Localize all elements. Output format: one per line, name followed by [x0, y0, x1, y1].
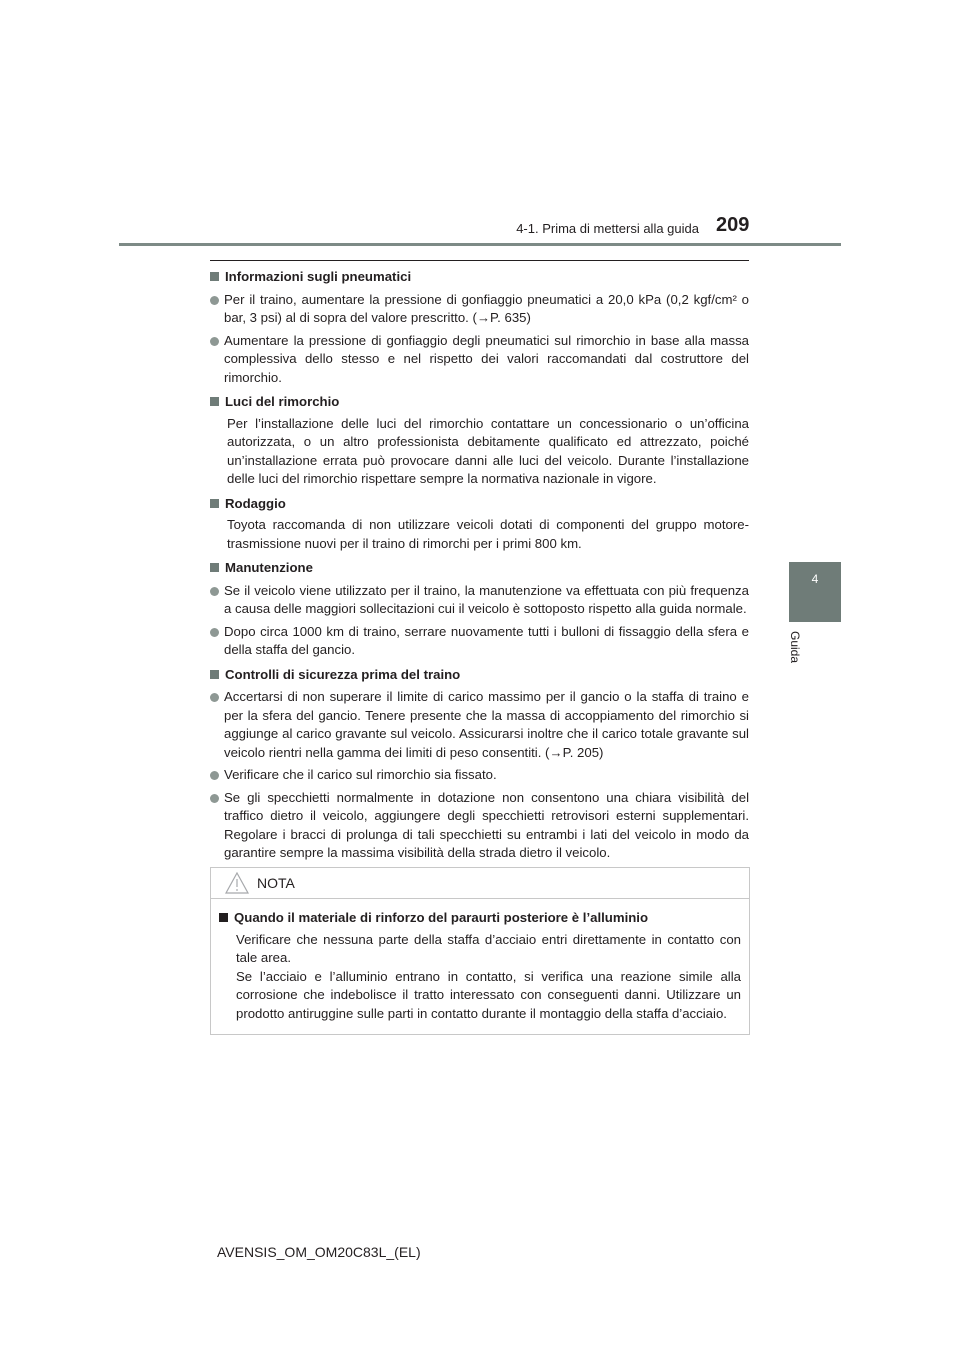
notice-title: NOTA — [257, 875, 295, 891]
round-bullet-icon — [210, 771, 219, 780]
notice-paragraph: Verificare che nessuna parte della staffa d’acciaio entri direttamente in contatto con tale area. — [236, 931, 741, 965]
list-item-text: Dopo circa 1000 km di traino, serrare nuovamente tutti i bulloni di fissaggio della sfera e della staffa del gancio. — [224, 623, 749, 657]
page-number: 209 — [716, 214, 750, 236]
list-item — [210, 623, 749, 660]
section-heading-text: Manutenzione — [225, 560, 313, 575]
notice-heading-text: Quando il materiale di rinforzo del paraurti posteriore è l’alluminio — [234, 910, 649, 925]
section-heading-text: Luci del rimorchio — [225, 394, 340, 409]
list-item — [210, 332, 749, 388]
section-heading — [210, 393, 749, 412]
notice-box — [210, 867, 750, 1035]
content-top-rule — [210, 260, 749, 261]
list-item-text: Se gli specchietti normalmente in dotazione non consentono una chiara visibilità del traffico dietro il veicolo, aggiungere degli specchietti retrovisori esterni supplementari. Regolare i bracci di prolunga di tali specchietti su entrambi i lati del veicolo in modo da garantire sempre la massima visibilità della strada dietro il veicolo. — [224, 789, 749, 860]
section-heading — [210, 559, 749, 578]
list-item — [210, 789, 749, 863]
chapter-tab — [789, 562, 841, 622]
section-heading — [210, 268, 749, 287]
round-bullet-icon — [210, 587, 219, 596]
section-heading-text: Controlli di sicurezza prima del traino — [225, 666, 461, 682]
list-item — [210, 766, 749, 785]
square-bullet-icon — [210, 563, 219, 572]
header-section-title: 4-1. Prima di mettersi alla guida — [516, 221, 699, 236]
square-bullet-icon — [210, 397, 219, 406]
section-paragraph: Toyota raccomanda di non utilizzare veicoli dotati di componenti del gruppo motore-trasmissione nuovi per il traino di rimorchi per i primi 800 km. — [227, 517, 749, 551]
section-heading-text: Informazioni sugli pneumatici — [225, 269, 412, 284]
round-bullet-icon — [210, 794, 219, 803]
section-heading — [210, 495, 749, 514]
notice-heading — [219, 909, 741, 928]
chapter-tab-number: 4 — [811, 572, 819, 586]
list-item-text: Per il traino, aumentare la pressione di gonfiaggio pneumatici a 20,0 kPa (0,2 kgf/cm² o bar, 3 psi) al di sopra del valore prescritto. (→P. 635) — [224, 291, 749, 325]
list-item-text: Accertarsi di non superare il limite di carico massimo per il gancio o la staffa di traino e per la sfera del gancio. Tenere presente che la massa di accoppiamento del rimorchio si aggiunge al carico gravante sul veicolo. Assicurarsi inoltre che il carico totale gravante sul veicolo rientri nella gamma dei limiti di peso consentiti. (→P. 205) — [224, 689, 749, 760]
list-item — [210, 582, 749, 619]
main-content — [210, 268, 749, 863]
document-code: AVENSIS_OM_OM20C83L_(EL) — [217, 1244, 421, 1260]
round-bullet-icon — [210, 296, 219, 305]
list-item — [210, 688, 749, 762]
list-item-text: Aumentare la pressione di gonfiaggio degli pneumatici sul rimorchio in base alla massa complessiva dello stesso e nel rispetto dei valori raccomandati dal costruttore del rimorchio. — [224, 332, 749, 385]
square-bullet-icon — [210, 499, 219, 508]
round-bullet-icon — [210, 628, 219, 637]
section-paragraph: Per l’installazione delle luci del rimorchio contattare un concessionario o un’officina autorizzata, o un altro professionista debitamente qualificato ed attrezzato, poiché un’installazione errata può provocare danni alle luci del veicolo. Durante l’installazione delle luci del rimorchio rispettare sempre la normativa nazionale in vigore. — [227, 415, 749, 486]
square-bullet-icon — [210, 272, 219, 281]
round-bullet-icon — [210, 337, 219, 346]
chapter-tab-label: Guida — [788, 631, 802, 664]
warning-triangle-icon — [225, 872, 249, 894]
notice-header — [211, 868, 749, 899]
square-bullet-icon — [210, 670, 219, 679]
round-bullet-icon — [210, 693, 219, 702]
list-item — [210, 291, 749, 328]
square-bullet-icon — [219, 913, 228, 922]
section-heading — [210, 666, 749, 685]
notice-paragraph: Se l’acciaio e l’alluminio entrano in contatto, si verifica una reazione simile alla corrosione che indebolisce il tratto interessato con conseguenti danni. Utilizzare un prodotto antiruggine sulle parti in contatto durante il montaggio della staffa d’acciaio. — [236, 968, 741, 1021]
notice-body — [211, 899, 749, 1023]
header-divider — [119, 243, 841, 246]
list-item-text: Se il veicolo viene utilizzato per il traino, la manutenzione va effettuata con più frequenza a causa delle maggiori sollecitazioni cui il veicolo è sottoposto rispetto alla guida normale. — [224, 582, 749, 616]
section-heading-text: Rodaggio — [225, 495, 286, 511]
list-item-text: Verificare che il carico sul rimorchio sia fissato. — [224, 767, 497, 782]
